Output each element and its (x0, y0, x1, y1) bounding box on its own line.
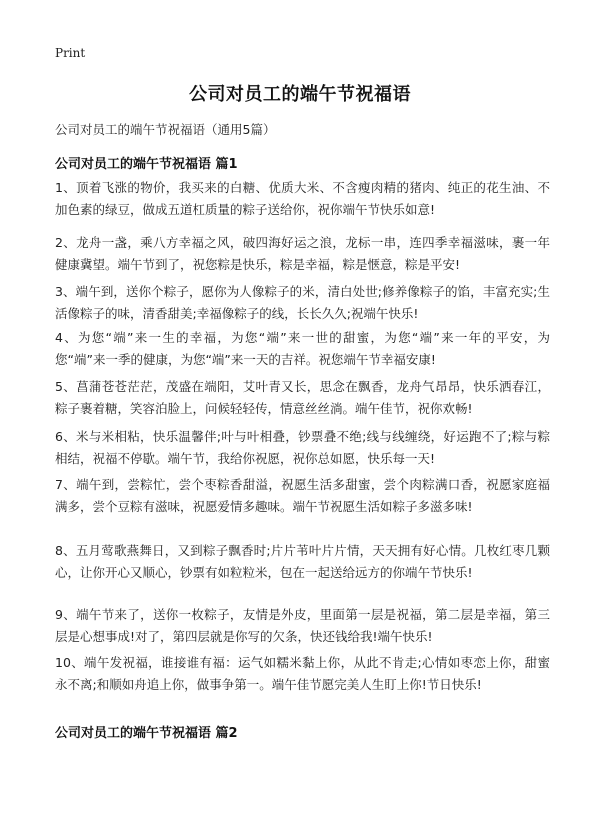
print-link[interactable]: Print (55, 46, 86, 60)
blessing-paragraph-2: 2、龙舟一盏，乘八方幸福之风，破四海好运之浪，龙标一串，连四季幸福滋味，裹一年健康冀望。端午节到了，祝您粽是快乐，粽是幸福，粽是惬意，粽是平安! (55, 235, 550, 272)
blessing-paragraph-5: 5、菖蒲苍苍茫茫，茂盛在端阳，艾叶青又长，思念在飘香，龙舟气昂昂，快乐洒春江，粽子裹着糖，笑容泊脸上，问候轻轻传，情意丝丝淌。端午佳节，祝你欢畅! (55, 379, 550, 416)
blessing-paragraph-8: 8、五月莺歌燕舞日，又到粽子飘香时;片片苇叶片片情，天天拥有好心情。几枚红枣几颗心，让你开心又顺心，钞票有如粒粒米，包在一起送给远方的你端午节快乐! (55, 543, 550, 580)
blessing-paragraph-10: 10、端午发祝福，谁接谁有福：运气如糯米黏上你，从此不肯走;心情如枣恋上你，甜蜜永不离;和顺如舟追上你，做事争第一。端午佳节愿完美人生盯上你!节日快乐! (55, 655, 550, 692)
blessing-paragraph-7: 7、端午到，尝粽忙，尝个枣粽香甜溢，祝愿生活多甜蜜，尝个肉粽满口香，祝愿家庭福满多，尝个豆粽有滋味，祝愿爱情多趣味。端午节祝愿生活如粽子多滋多味! (55, 477, 550, 514)
blessing-paragraph-6: 6、米与米相粘，快乐温馨伴;叶与叶相叠，钞票叠不绝;线与线缠绕，好运跑不了;粽与粽相结，祝福不停歇。端午节，我给你祝愿，祝你总如愿，快乐每一天! (55, 429, 550, 466)
blessing-paragraph-3: 3、端午到，送你个粽子，愿你为人像粽子的米，清白处世;修养像粽子的馅，丰富充实;生活像粽子的味，清香甜美;幸福像粽子的线，长长久久;祝端午快乐! (55, 284, 550, 321)
section-heading-2: 公司对员工的端午节祝福语 篇2 (55, 726, 238, 741)
blessing-paragraph-1: 1、顶着飞涨的物价，我买来的白糖、优质大米、不含瘦肉精的猪肉、纯正的花生油、不加色素的绿豆，做成五道杠质量的粽子送给你，祝你端午节快乐如意! (55, 180, 550, 217)
blessing-paragraph-4: 4、为您“端”来一生的幸福，为您“端”来一世的甜蜜，为您“端”来一年的平安，为您“端”来一季的健康，为您“端”来一天的吉祥。祝您端午节幸福安康! (55, 330, 550, 367)
blessing-paragraph-9: 9、端午节来了，送你一枚粽子，友情是外皮，里面第一层是祝福，第二层是幸福，第三层是心想事成!对了，第四层就是你写的欠条，快还钱给我!端午快乐! (55, 607, 550, 644)
document-subtitle: 公司对员工的端午节祝福语（通用5篇） (55, 122, 276, 137)
document-title: 公司对员工的端午节祝福语 (189, 84, 411, 105)
section-heading-1: 公司对员工的端午节祝福语 篇1 (55, 157, 238, 172)
